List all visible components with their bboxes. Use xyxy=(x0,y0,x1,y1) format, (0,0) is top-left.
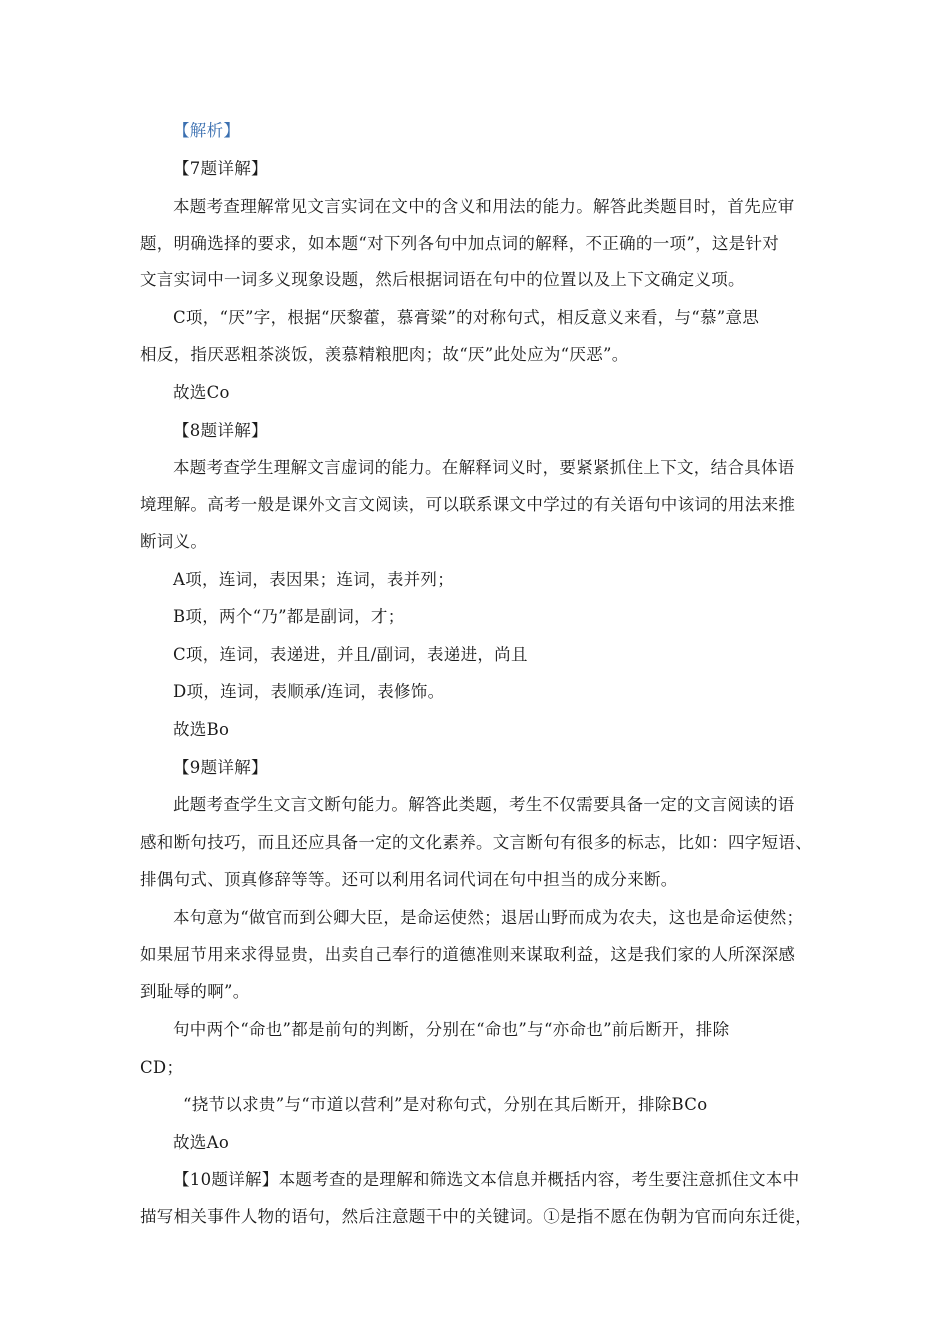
q9-para1-line: 感和断句技巧，而且还应具备一定的文化素养。文言断句有很多的标志，比如：四字短语、 xyxy=(140,833,812,852)
q8-option-b: B项，两个“乃”都是副词，才； xyxy=(173,607,405,626)
q9-para4: “挠节以求贵”与“市道以营利”是对称句式，分别在其后断开，排除BCo xyxy=(183,1095,708,1114)
q10-line: 【10题详解】本题考查的是理解和筛选文本信息并概括内容，考生要注意抓住文本中 xyxy=(173,1170,800,1189)
q8-option-a: A项，连词，表因果；连词，表并列； xyxy=(173,570,455,589)
q7-para2-line: C项，“厌”字，根据“厌黎藿，慕膏粱”的对称句式，相反意义来看，与“慕”意思 xyxy=(173,308,760,327)
q8-para1-line: 境理解。高考一般是课外文言文阅读，可以联系课文中学过的有关语句中该词的用法来推 xyxy=(140,495,796,514)
q8-heading: 【8题详解】 xyxy=(173,421,268,440)
q9-para2-line: 到耻辱的啊”。 xyxy=(140,982,250,1001)
q7-para2-line: 相反，指厌恶粗茶淡饭，羡慕精粮肥肉；故“厌”此处应为“厌恶”。 xyxy=(140,345,629,364)
q7-para1-line: 本题考查理解常见文言实词在文中的含义和用法的能力。解答此类题目时，首先应审 xyxy=(173,197,795,216)
q7-answer: 故选Co xyxy=(173,383,230,402)
q8-option-c: C项，连词，表递进，并且/副词，表递进，尚且 xyxy=(173,645,528,664)
q9-para2-line: 本句意为“做官而到公卿大臣，是命运使然；退居山野而成为农夫，这也是命运使然； xyxy=(173,908,804,927)
analysis-label: 【解析】 xyxy=(173,121,241,140)
q7-heading: 【7题详解】 xyxy=(173,159,268,178)
q8-option-d: D项，连词，表顺承/连词，表修饰。 xyxy=(173,682,445,701)
q9-para1-line: 排偶句式、顶真修辞等等。还可以利用名词代词在句中担当的成分来断。 xyxy=(140,870,678,889)
q8-answer: 故选Bo xyxy=(173,720,230,739)
q9-para2-line: 如果屈节用来求得显贵，出卖自己奉行的道德准则来谋取利益，这是我们家的人所深深感 xyxy=(140,945,796,964)
q9-para3-line: 句中两个“命也”都是前句的判断，分别在“命也”与“亦命也”前后断开，排除 xyxy=(173,1020,730,1039)
q8-para1-line: 断词义。 xyxy=(140,532,208,551)
q9-answer: 故选Ao xyxy=(173,1133,230,1152)
q9-para1-line: 此题考查学生文言文断句能力。解答此类题，考生不仅需要具备一定的文言阅读的语 xyxy=(173,795,795,814)
q9-para3-line: CD； xyxy=(140,1058,184,1077)
q9-heading: 【9题详解】 xyxy=(173,758,268,777)
q8-para1-line: 本题考查学生理解文言虚词的能力。在解释词义时，要紧紧抓住上下文，结合具体语 xyxy=(173,458,795,477)
q7-para1-line: 题，明确选择的要求，如本题“对下列各句中加点词的解释，不正确的一项”，这是针对 xyxy=(140,234,780,253)
q7-para1-line: 文言实词中一词多义现象设题，然后根据词语在句中的位置以及上下文确定义项。 xyxy=(140,270,745,289)
q10-line: 描写相关事件人物的语句，然后注意题干中的关键词。①是指不愿在伪朝为官而向东迁徙， xyxy=(140,1207,812,1226)
